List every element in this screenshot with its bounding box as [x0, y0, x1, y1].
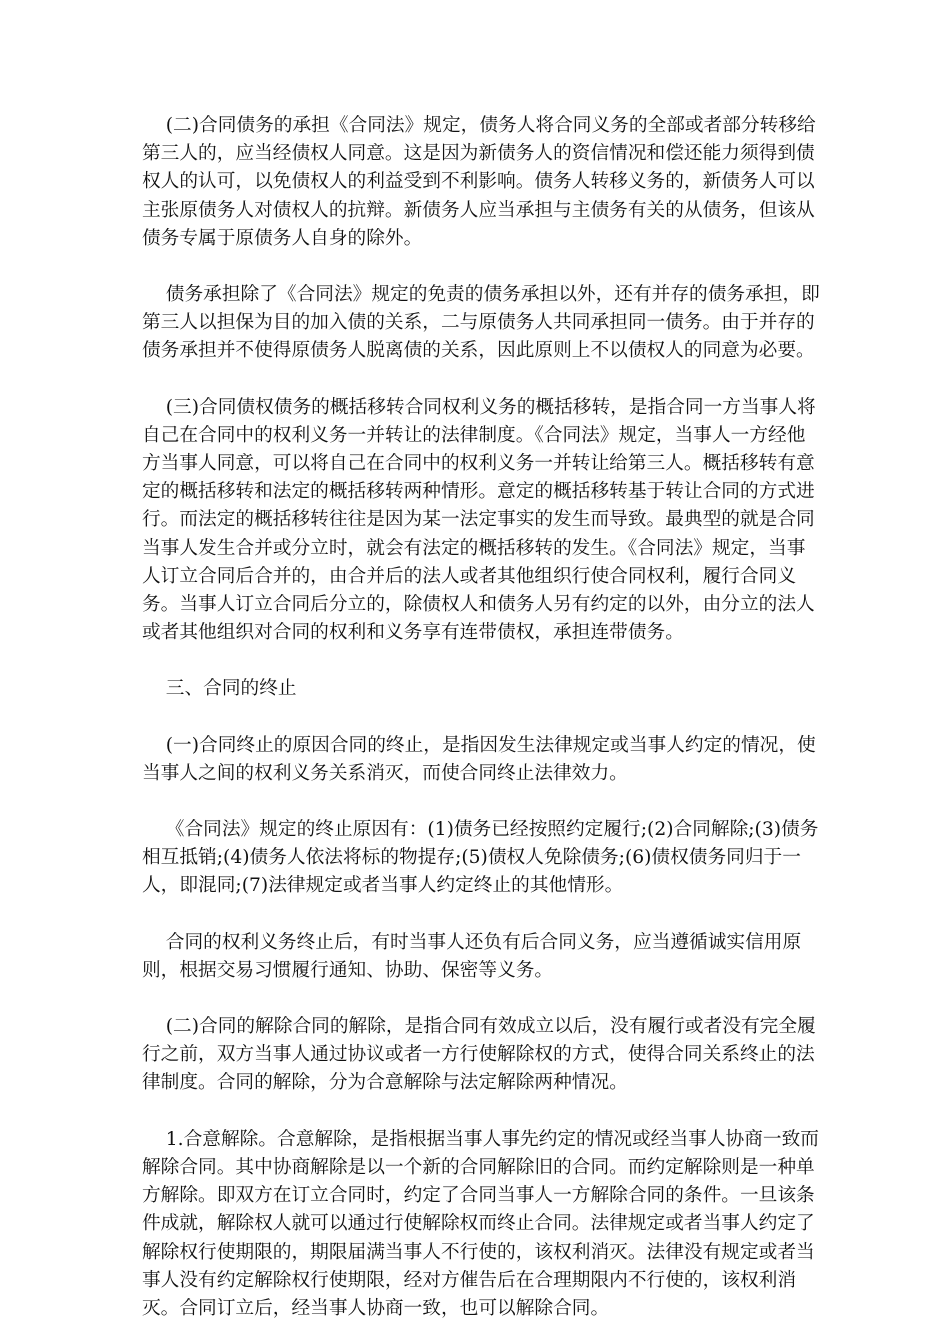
paragraph-contract-rescission: (二)合同的解除合同的解除，是指合同有效成立以后，没有履行或者没有完全履行之前，双方当事人通过协议或者一方行使解除权的方式，使得合同关系终止的法律制度。合同的解除，分为合意解除与法定解除两种情况。 — [142, 1016, 816, 1094]
paragraph-general-transfer: (三)合同债权债务的概括移转合同权利义务的概括移转，是指合同一方当事人将自己在合同中的权利义务一并转让的法律制度。《合同法》规定，当事人一方经他方当事人同意，可以将自己在合同中的权利义务一并转让给第三人。概括移转有意定的概括移转和法定的概括移转两种情形。意定的概括移转基于转让合同的方式进行。而法定的概括移转往往是因为某一法定事实的发生而导致。最典型的就是合同当事人发生合并或分立时，就会有法定的概括移转的发生。《合同法》规定，当事人订立合同后合并的，由合并后的法人或者其他组织行使合同权利，履行合同义务。当事人订立合同后分立的，除债权人和债务人另有约定的以外，由分立的法人或者其他组织对合同的权利和义务享有连带债权，承担连带债务。 — [142, 396, 816, 644]
paragraph-post-contract-obligations: 合同的权利义务终止后，有时当事人还负有后合同义务，应当遵循诚实信用原则，根据交易习惯履行通知、协助、保密等义务。 — [142, 931, 802, 981]
paragraph-termination-list: 《合同法》规定的终止原因有：(1)债务已经按照约定履行;(2)合同解除;(3)债务相互抵销;(4)债务人依法将标的物提存;(5)债权人免除债务;(6)债权债务同归于一人，即混同;(7)法律规定或者当事人约定终止的其他情形。 — [142, 819, 819, 897]
paragraph-debt-assumption: (二)合同债务的承担《合同法》规定，债务人将合同义务的全部或者部分转移给第三人的，应当经债权人同意。这是因为新债务人的资信情况和偿还能力须得到债权人的认可，以免债权人的利益受到不利影响。债务人转移义务的，新债务人可以主张原债务人对债权人的抗辩。新债务人应当承担与主债务有关的从债务，但该从债务专属于原债务人自身的除外。 — [142, 115, 816, 249]
document-body — [142, 112, 824, 1323]
section-heading-contract-termination: 三、合同的终止 — [142, 678, 297, 700]
paragraph-concurrent-debt-assumption: 债务承担除了《合同法》规定的免责的债务承担以外，还有并存的债务承担，即第三人以担保为目的加入债的关系，二与原债务人共同承担同一债务。由于并存的债务承担并不使得原债务人脱离债的关系，因此原则上不以债权人的同意为必要。 — [142, 284, 820, 362]
paragraph-termination-reasons: (一)合同终止的原因合同的终止，是指因发生法律规定或当事人约定的情况，使当事人之间的权利义务关系消灭，而使合同终止法律效力。 — [142, 734, 816, 784]
paragraph-mutual-rescission: 1.合意解除。合意解除，是指根据当事人事先约定的情况或经当事人协商一致而解除合同。其中协商解除是以一个新的合同解除旧的合同。而约定解除则是一种单方解除。即双方在订立合同时，约定了合同当事人一方解除合同的条件。一旦该条件成就，解除权人就可以通过行使解除权而终止合同。法律规定或者当事人约定了解除权行使期限的，期限届满当事人不行使的，该权利消灭。法律没有规定或者当事人没有约定解除权行使期限，经对方催告后在合理期限内不行使的，该权利消灭。合同订立后，经当事人协商一致，也可以解除合同。 — [142, 1128, 819, 1319]
